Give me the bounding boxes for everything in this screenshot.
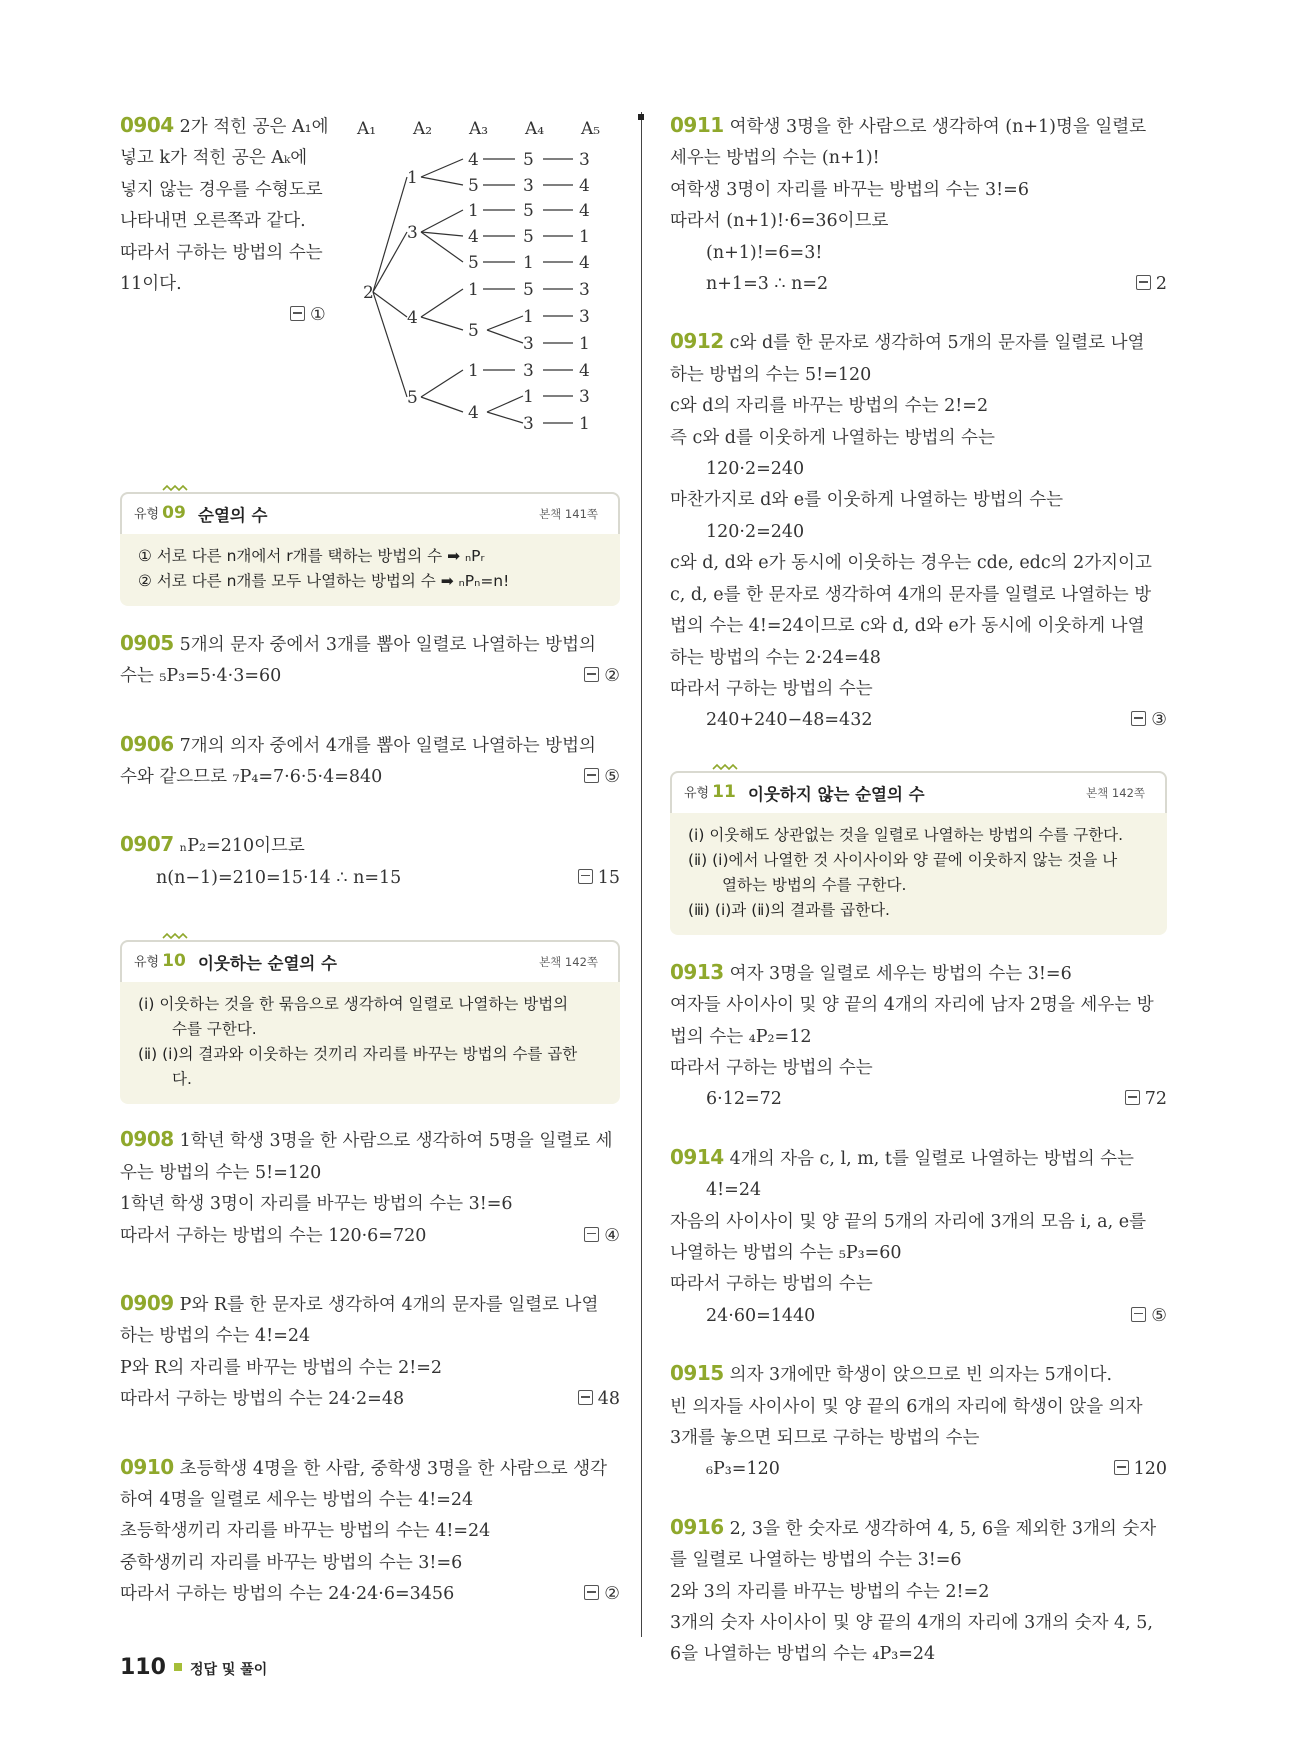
- tree-node: 3: [579, 387, 590, 407]
- problem-number: 0906: [120, 731, 174, 756]
- tree-header: A₄: [525, 119, 545, 139]
- tree-node: 1: [579, 227, 590, 247]
- answer-box-icon: [584, 667, 599, 682]
- type-10-box: 유형 10 이웃하는 순열의 수 본책 142쪽 (ⅰ) 이웃하는 것을 한 묶음으로 생각하여 일렬로 나열하는 방법의 수를 구한다. (ⅱ) (ⅰ)의 결과와 이웃하는 것끼리 자리를 바꾸는 방법의 수를 곱한 다.: [120, 940, 620, 1104]
- problem-0911: 0911 여학생 3명을 한 사람으로 생각하여 (n+1)명을 일렬로 세우는 방법의 수는 (n+1)! 여학생 3명이 자리를 바꾸는 방법의 수는 3!=6 따라서 (n+1)!·6=36이므로 (n+1)!=6=3! n+1=3 ∴ n=2 2: [670, 110, 1167, 300]
- type-title: 이웃하지 않는 순열의 수: [748, 784, 925, 804]
- tree-node: 5: [468, 176, 479, 196]
- answer: 72: [1125, 1084, 1167, 1115]
- type-reference: 본책 142쪽: [1086, 785, 1145, 800]
- tree-node: 5: [468, 321, 479, 341]
- answer: 120: [1114, 1454, 1167, 1485]
- tree-node: 5: [523, 280, 534, 300]
- answer-box-icon: [1131, 1307, 1146, 1322]
- page-footer: [120, 1655, 267, 1680]
- tree-node: 1: [468, 280, 479, 300]
- type-11-box: 유형 11 이웃하지 않는 순열의 수 본책 142쪽 (ⅰ) 이웃해도 상관없는 것을 일렬로 나열하는 방법의 수를 구한다. (ⅱ) (ⅰ)에서 나열한 것 사이사이와 양 끝에 이웃하지 않는 것을 나 열하는 방법의 수를 구한다. (ⅲ) (ⅰ)과 (ⅱ)의 결과를 곱한다.: [670, 771, 1167, 935]
- tree-node: 3: [579, 150, 590, 170]
- problem-0904: 0904 2가 적힌 공은 A₁에 넣고 k가 적힌 공은 Aₖ에 넣지 않는 경우를 수형도로 나타내면 오른쪽과 같다. 따라서 구하는 방법의 수는 11이다. ①: [120, 110, 620, 332]
- problem-0906: 0906 7개의 의자 중에서 4개를 뽑아 일렬로 나열하는 방법의 수와 같으므로 ₇P₄=7·6·5·4=840 ⑤: [120, 729, 620, 794]
- right-column: [670, 110, 1167, 1671]
- tree-node: 5: [523, 227, 534, 247]
- tree-node: 3: [579, 307, 590, 327]
- type-title: 이웃하는 순열의 수: [198, 954, 338, 974]
- tree-node: 3: [407, 223, 418, 243]
- tree-node: 1: [407, 168, 418, 188]
- tree-node: 3: [523, 414, 534, 434]
- tree-node: 3: [523, 361, 534, 381]
- tree-node: 4: [468, 150, 479, 170]
- problem-0905: 0905 5개의 문자 중에서 3개를 뽑아 일렬로 나열하는 방법의 수는 ₅P₃=5·4·3=60 ②: [120, 628, 620, 693]
- answer: ④: [584, 1221, 620, 1252]
- tree-node: 1: [579, 414, 590, 434]
- tree-node: 3: [579, 280, 590, 300]
- tree-header: A₁: [357, 119, 377, 139]
- problem-0912: 0912 c와 d를 한 문자로 생각하여 5개의 문자를 일렬로 나열 하는 방법의 수는 5!=120 c와 d의 자리를 바꾸는 방법의 수는 2!=2 즉 c와 d를 이웃하게 나열하는 방법의 수는 120·2=240 마찬가지로 d와 e를 이웃하게 나열하는 방법의 수는 120·2=240 c와 d, d와 e가 동시에 이웃하는 경우는 cde, edc의 2가지이고 c, d, e를 한 문자로 생각하여 4개의 문자를 일렬로 나열하는 방 법의 수는 4!=24이므로 c와 d, d와 e가 동시에 이웃하게 나열 하는 방법의 수는 2·24=48 따라서 구하는 방법의 수는 240+240−48=432 ③: [670, 326, 1167, 736]
- tree-node: 4: [468, 227, 479, 247]
- tree-node: 2: [363, 283, 374, 303]
- tree-node: 4: [579, 201, 590, 221]
- problem-0913: 0913 여자 3명을 일렬로 세우는 방법의 수는 3!=6 여자들 사이사이 및 양 끝의 4개의 자리에 남자 2명을 세우는 방 법의 수는 ₄P₂=12 따라서 구하는 방법의 수는 6·12=72 72: [670, 957, 1167, 1116]
- tree-node: 4: [579, 253, 590, 273]
- problem-0915: 0915 의자 3개에만 학생이 앉으므로 빈 의자는 5개이다. 빈 의자들 사이사이 및 양 끝의 6개의 자리에 학생이 앉을 의자 3개를 놓으면 되므로 구하는 방법의 수는 ₆P₃=120 120: [670, 1358, 1167, 1486]
- answer: 48: [578, 1384, 620, 1415]
- tree-node: 3: [523, 176, 534, 196]
- tree-header: A₂: [413, 119, 433, 139]
- answer-box-icon: [584, 1585, 599, 1600]
- type-reference: 본책 141쪽: [539, 506, 598, 521]
- tree-node: 1: [523, 253, 534, 273]
- square-bullet-icon: [174, 1663, 182, 1671]
- tree-node: 4: [579, 176, 590, 196]
- answer: ③: [1131, 705, 1167, 736]
- divider-marker: [638, 114, 644, 120]
- problem-number: 0910: [120, 1454, 174, 1479]
- answer: ②: [584, 661, 620, 692]
- answer-box-icon: [1114, 1460, 1129, 1475]
- tree-node: 5: [468, 253, 479, 273]
- type-reference: 본책 142쪽: [539, 955, 598, 970]
- tree-node: 1: [523, 387, 534, 407]
- answer: ⑤: [584, 762, 620, 793]
- tree-node: 5: [523, 201, 534, 221]
- tree-node: 5: [407, 388, 418, 408]
- tree-node: 1: [523, 307, 534, 327]
- column-divider: [641, 112, 642, 1637]
- tree-headers: [356, 119, 600, 139]
- tree-node: 3: [523, 334, 534, 354]
- answer-box-icon: [1131, 711, 1146, 726]
- page-number: 110: [120, 1655, 166, 1680]
- answer-box-icon: [578, 1390, 593, 1405]
- answer-box-icon: [1136, 275, 1151, 290]
- tree-node: 4: [407, 308, 418, 328]
- tree-node: 1: [468, 361, 479, 381]
- type-title: 순열의 수: [198, 505, 268, 525]
- problem-number: 0915: [670, 1361, 724, 1386]
- answer: ②: [584, 1579, 620, 1610]
- problem-number: 0904: [120, 113, 174, 137]
- wave-decoration-icon: [712, 762, 738, 772]
- tree-node: 4: [579, 361, 590, 381]
- problem-0909: 0909 P와 R를 한 문자로 생각하여 4개의 문자를 일렬로 나열 하는 방법의 수는 4!=24 P와 R의 자리를 바꾸는 방법의 수는 2!=2 따라서 구하는 방법의 수는 24·2=48 48: [120, 1288, 620, 1416]
- problem-0908: 0908 1학년 학생 3명을 한 사람으로 생각하여 5명을 일렬로 세 우는 방법의 수는 5!=120 1학년 학생 3명이 자리를 바꾸는 방법의 수는 3!=6 따라서 구하는 방법의 수는 120·6=720 ④: [120, 1124, 620, 1252]
- problem-0914: 0914 4개의 자음 c, l, m, t를 일렬로 나열하는 방법의 수는 4!=24 자음의 사이사이 및 양 끝의 5개의 자리에 3개의 모음 i, a, e를 나열하는 방법의 수는 ₅P₃=60 따라서 구하는 방법의 수는 24·60=1440 ⑤: [670, 1142, 1167, 1332]
- problem-number: 0912: [670, 329, 724, 354]
- tree-node: 1: [579, 334, 590, 354]
- wave-decoration-icon: [162, 931, 188, 941]
- tree-node: 5: [523, 150, 534, 170]
- problem-number: 0911: [670, 113, 724, 137]
- answer: 2: [1136, 269, 1167, 300]
- answer: 15: [578, 863, 620, 894]
- problem-number: 0916: [670, 1514, 724, 1539]
- answer-box-icon: [584, 768, 599, 783]
- answer-box-icon: [1125, 1090, 1140, 1105]
- problem-number: 0905: [120, 630, 174, 655]
- problem-0907: 0907 ₙP₂=210이므로 n(n−1)=210=15·14 ∴ n=15 15: [120, 829, 620, 894]
- answer: ⑤: [1131, 1301, 1167, 1332]
- answer-box-icon: [584, 1227, 599, 1242]
- type-09-box: 유형 09 순열의 수 본책 141쪽 ① 서로 다른 n개에서 r개를 택하는 방법의 수 ➡ ₙPᵣ ② 서로 다른 n개를 모두 나열하는 방법의 수 ➡ ₙPₙ=n!: [120, 492, 620, 606]
- tree-header: A₃: [469, 119, 489, 139]
- problem-number: 0908: [120, 1127, 174, 1152]
- problem-number: 0909: [120, 1290, 174, 1315]
- problem-number: 0913: [670, 959, 724, 984]
- tree-header: A₅: [581, 119, 601, 139]
- tree-diagram: [355, 112, 615, 442]
- tree-node: 4: [468, 403, 479, 423]
- footer-title: 정답 및 풀이: [189, 1662, 268, 1678]
- wave-decoration-icon: [162, 483, 188, 493]
- problem-0916: 0916 2, 3을 한 숫자로 생각하여 4, 5, 6을 제외한 3개의 숫자 를 일렬로 나열하는 방법의 수는 3!=6 2와 3의 자리를 바꾸는 방법의 수는 2!=2 3개의 숫자 사이사이 및 양 끝의 4개의 자리에 3개의 숫자 4, 5, 6을 나열하는 방법의 수는 ₄P₃=24: [670, 1514, 1157, 1665]
- problem-number: 0907: [120, 832, 174, 857]
- tree-node: 1: [468, 201, 479, 221]
- answer-box-icon: [290, 306, 305, 321]
- problem-0910: 0910 초등학생 4명을 한 사람, 중학생 3명을 한 사람으로 생각 하여 4명을 일렬로 세우는 방법의 수는 4!=24 초등학생끼리 자리를 바꾸는 방법의 수는 4!=24 중학생끼리 자리를 바꾸는 방법의 수는 3!=6 따라서 구하는 방법의 수는 24·24·6=3456 ②: [120, 1452, 620, 1611]
- answer-box-icon: [578, 869, 593, 884]
- answer: ①: [120, 300, 620, 331]
- problem-number: 0914: [670, 1144, 724, 1169]
